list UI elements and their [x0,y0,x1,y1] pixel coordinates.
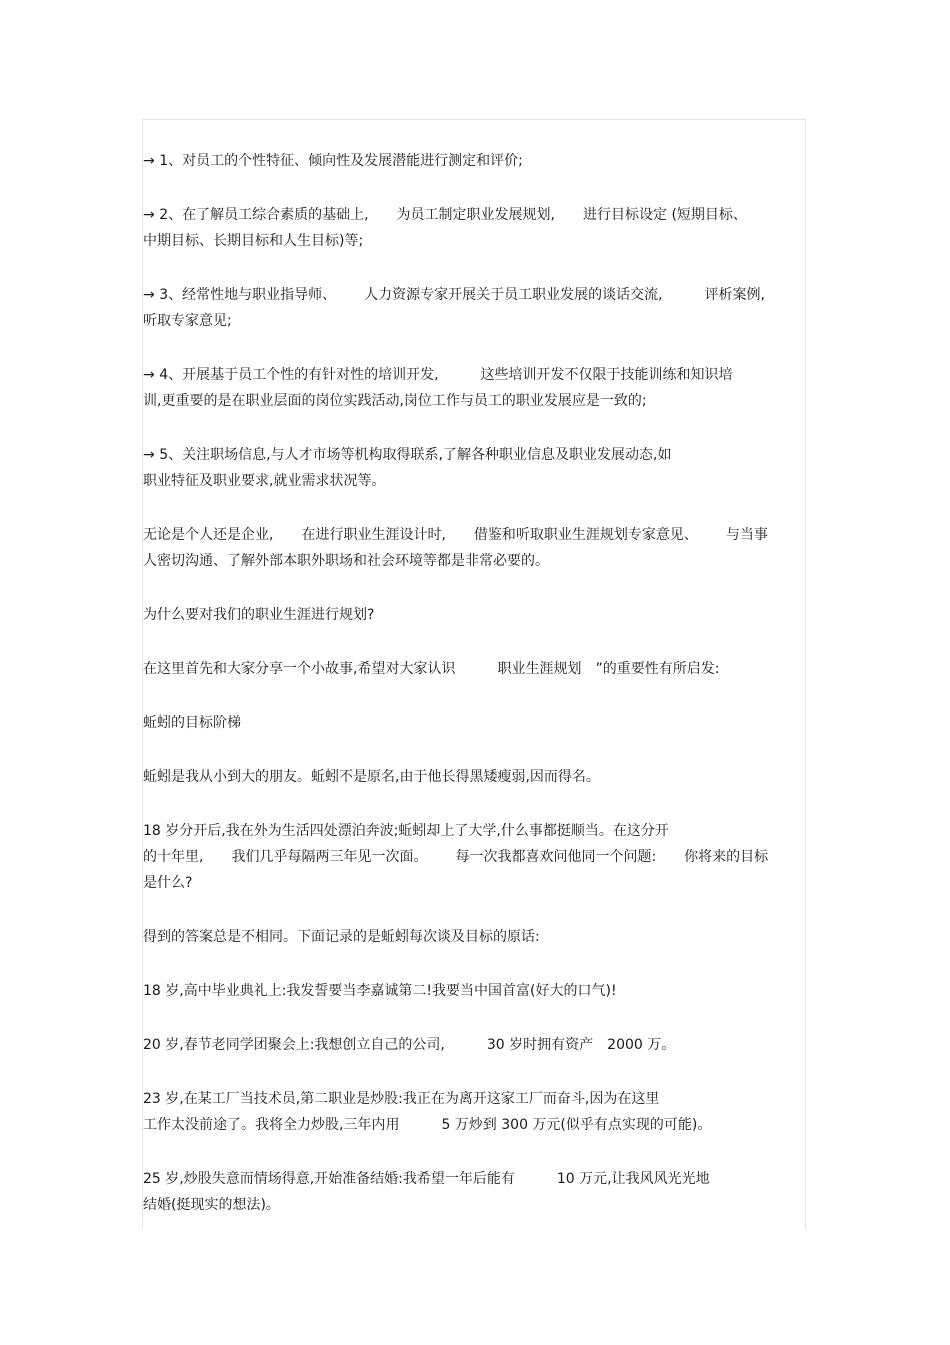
paragraph-ten-years: 18 岁分开后,我在外为生活四处漂泊奔波;蚯蚓却上了大学,什么事都挺顺当。在这分开 的十年里, 我们几乎每隔两三年见一次面。 每一次我都喜欢问他同一个问题: 你将来的目标 是什么? [143,823,769,891]
document-body [143,148,805,1246]
arrow-icon: → [143,153,155,169]
list-item-5: → 5、关注职场信息,与人才市场等机构取得联系,了解各种职业信息及职业发展动态,如 职业特征及职业要求,就业需求状况等。 [143,447,672,489]
paragraph-friend: 蚯蚓是我从小到大的朋友。蚯蚓不是原名,由于他长得黑矮瘦弱,因而得名。 [143,769,600,785]
paragraph-age-25: 25 岁,炒股失意而情场得意,开始准备结婚:我希望一年后能有 10 万元,让我风风光光地 结婚(挺现实的想法)。 [143,1171,710,1213]
story-title: 蚯蚓的目标阶梯 [143,715,241,731]
paragraph-story-intro: 在这里首先和大家分享一个小故事,希望对大家认识 职业生涯规划 ”的重要性有所启发: [143,661,720,677]
paragraph-question: 为什么要对我们的职业生涯进行规划? [143,607,375,623]
arrow-icon: → [143,287,155,303]
arrow-icon: → [143,207,155,223]
paragraph-age-23: 23 岁,在某工厂当技术员,第二职业是炒股:我正在为离开这家工厂而奋斗,因为在这里 工作太没前途了。我将全力炒股,三年内用 5 万炒到 300 万元(似乎有点实现的可能)。 [143,1091,712,1133]
list-item-3: → 3、经常性地与职业指导师、 人力资源专家开展关于员工职业发展的谈话交流, 评析案例, 听取专家意见; [143,287,766,329]
paragraph-age-20: 20 岁,春节老同学团聚会上:我想创立自己的公司, 30 岁时拥有资产 2000 万。 [143,1037,676,1053]
paragraph-answers: 得到的答案总是不相同。下面记录的是蚯蚓每次谈及目标的原话: [143,929,540,945]
arrow-icon: → [143,367,155,383]
paragraph-age-18: 18 岁,高中毕业典礼上:我发誓要当李嘉诚第二!我要当中国首富(好大的口气)! [143,983,617,999]
list-item-4: → 4、开展基于员工个性的有针对性的培训开发, 这些培训开发不仅限于技能训练和知识培 训,更重要的是在职业层面的岗位实践活动,岗位工作与员工的职业发展应是一致的; [143,367,733,409]
arrow-icon: → [143,447,155,463]
list-item-1: → 1、对员工的个性特征、倾向性及发展潜能进行测定和评价; [143,153,523,169]
paragraph-consultation: 无论是个人还是企业, 在进行职业生涯设计时, 借鉴和听取职业生涯规划专家意见、 与当事 人密切沟通、了解外部本职外职场和社会环境等都是非常必要的。 [143,527,768,569]
list-item-2: → 2、在了解员工综合素质的基础上, 为员工制定职业发展规划, 进行目标设定 (短期目标、 中期目标、长期目标和人生目标)等; [143,207,747,249]
